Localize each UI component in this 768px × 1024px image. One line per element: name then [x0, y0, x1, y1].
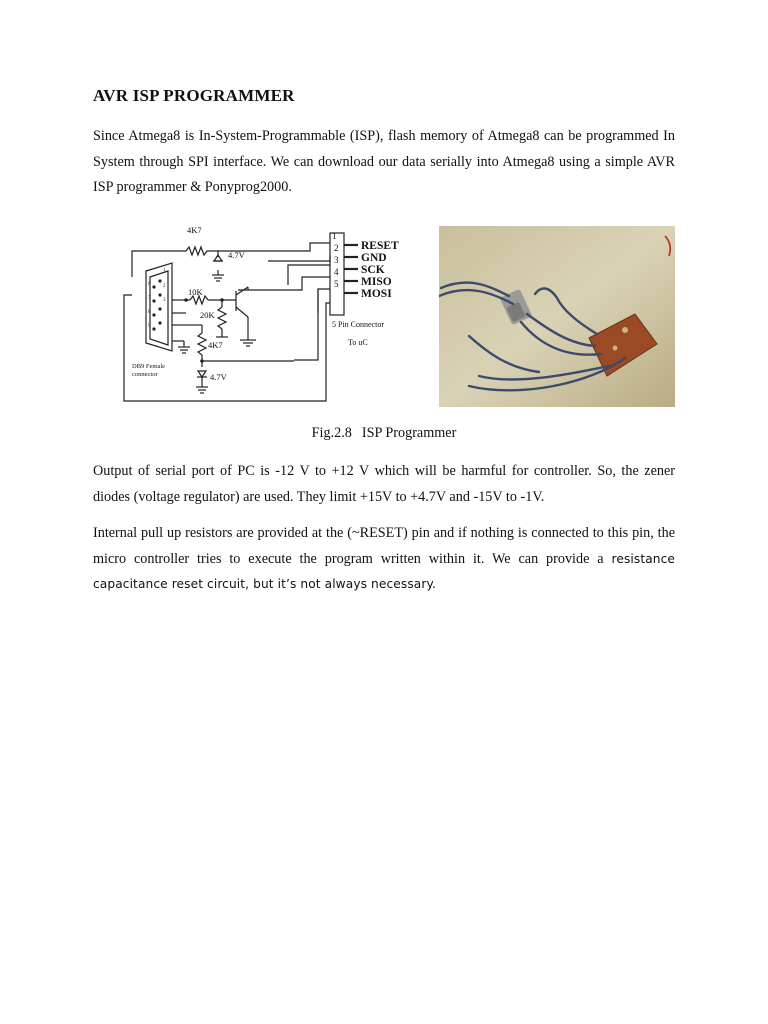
pullup-paragraph-main: Internal pull up resistors are provided at the (~RESET) pin and if nothing is connected to this pin, the micro controller tries to execute the program written within it. We can provide a	[93, 525, 675, 567]
signal-reset-label: RESET	[361, 240, 399, 252]
resistor-bottom-label: 4K7	[208, 340, 223, 350]
resistor-base-label: 10K	[188, 287, 203, 297]
connector-label: 5 Pin Connector	[332, 320, 384, 329]
programmer-photo	[439, 226, 675, 407]
figure-caption	[0, 425, 768, 442]
connector-pin-5: 5	[334, 279, 339, 289]
db9-label-line1: DB9 Female	[132, 363, 166, 370]
page-heading: AVR ISP PROGRAMMER	[93, 86, 295, 105]
intro-paragraph: Since Atmega8 is In-System-Programmable (ISP), flash memory of Atmega8 can be programmed In System through SPI interface. We can download our data serially into Atmega8 using a simple AVR ISP programmer & Ponyprog2000.	[93, 128, 675, 195]
db9-pin-2: 2	[163, 284, 166, 289]
db9-pin-6: 6	[148, 282, 151, 287]
db9-pin-7: 7	[148, 296, 151, 301]
connector-pin-4: 4	[334, 267, 339, 277]
signal-gnd-label: GND	[361, 252, 387, 264]
zener-top-label: 4.7V	[228, 250, 245, 260]
resistor-top-label: 4K7	[187, 225, 202, 235]
connector-pin-1: 1	[332, 231, 337, 241]
pullup-paragraph-tail: resistance capacitance reset circuit, but it’s not always necessary.	[93, 551, 675, 591]
db9-pin-9: 9	[148, 324, 151, 329]
serial-port-paragraph: Output of serial port of PC is -12 V to +12 V which will be harmful for controller. So, the zener diodes (voltage regulator) are used. They limit +15V to +4.7V and -15V to -1V.	[93, 463, 675, 505]
signal-sck-label: SCK	[361, 264, 385, 276]
figure-number: Fig.2.8	[311, 425, 352, 441]
pullup-paragraph	[93, 521, 675, 598]
db9-pin-1: 1	[163, 268, 166, 273]
db9-pin-3: 3	[163, 298, 166, 303]
programmer-photo-image	[439, 226, 675, 407]
connector-pin-2: 2	[334, 243, 339, 253]
db9-pin-8: 8	[148, 310, 151, 315]
signal-miso-label: MISO	[361, 276, 392, 288]
db9-label-line2: connector	[132, 371, 158, 378]
connector-sublabel: To uC	[348, 338, 368, 347]
isp-schematic-diagram	[118, 225, 414, 405]
figure-title: ISP Programmer	[361, 425, 457, 441]
signal-mosi-label: MOSI	[361, 288, 392, 300]
resistor-pulldown-label: 20K	[200, 310, 215, 320]
connector-pin-3: 3	[334, 255, 339, 265]
zener-bottom-label: 4.7V	[210, 372, 227, 382]
